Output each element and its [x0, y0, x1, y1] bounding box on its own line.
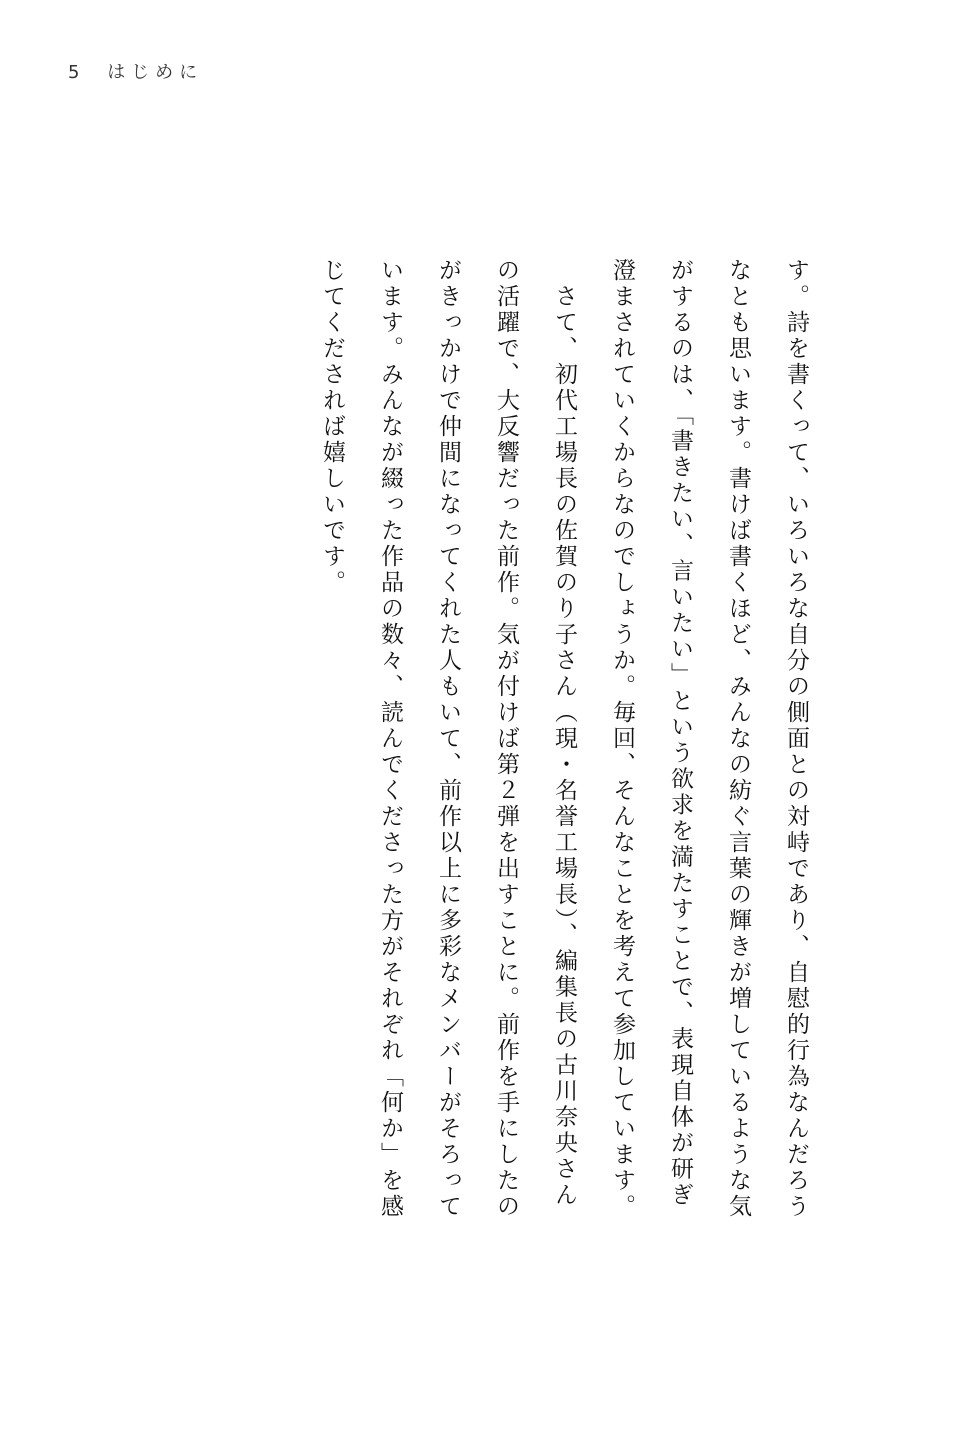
body-text: [303, 258, 825, 1218]
text-column: なとも思います。書けば書くほど、みんなの紡ぐ言葉の輝きが増しているような気: [725, 258, 751, 1220]
text-column: じてくだされば嬉しいです。: [319, 258, 345, 596]
text-column: がするのは、「書きたい、言いたい」という欲求を満たすことで、表現自体が研ぎ: [667, 258, 693, 1209]
section-title: はじめに: [107, 62, 204, 83]
text-column: 澄まされていくからなのでしょうか。毎回、そんなことを考えて参加しています。: [609, 258, 635, 1220]
text-column: す。詩を書くって、いろいろな自分の側面との対峙であり、自慰的行為なんだろう: [783, 258, 809, 1220]
page-number: 5: [68, 62, 82, 83]
text-column: さて、初代工場長の佐賀のり子さん（現・名誉工場長）、編集長の古川奈央さん: [551, 258, 577, 1209]
text-column: います。みんなが綴った作品の数々、読んでくださった方がそれぞれ「何か」を感: [377, 258, 403, 1220]
text-column: がきっかけで仲間になってくれた人もいて、前作以上に多彩なメンバーがそろって: [435, 258, 461, 1220]
text-column: の活躍で、大反響だった前作。気が付けば第２弾を出すことに。前作を手にしたの: [493, 258, 519, 1220]
page-header: [68, 58, 203, 84]
